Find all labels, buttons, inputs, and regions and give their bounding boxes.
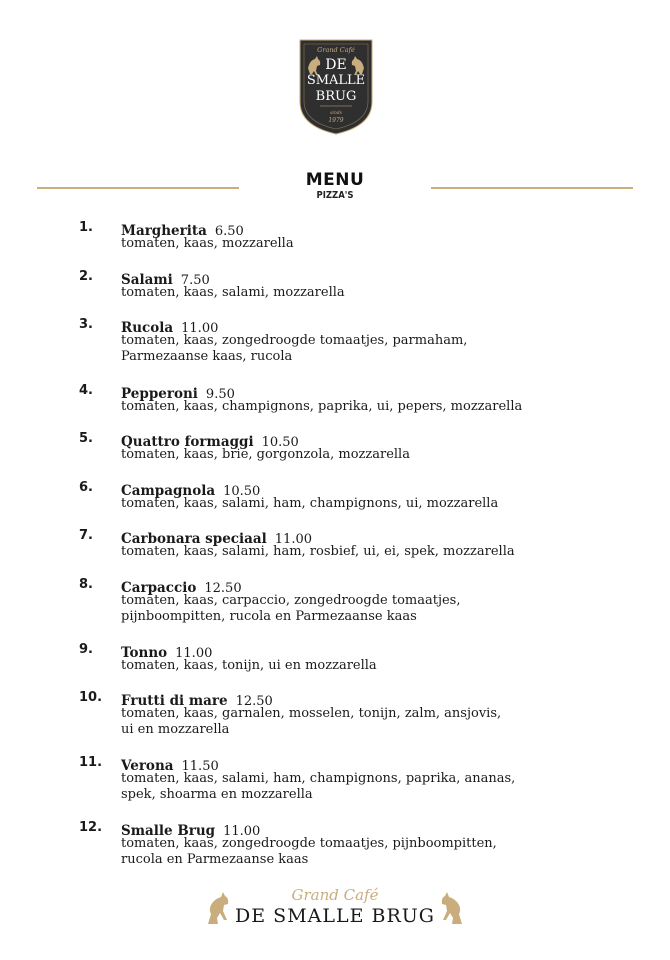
item-price: 11.00 xyxy=(223,824,261,839)
menu-subtitle: PIZZA'S xyxy=(316,190,354,201)
desc-line: tomaten, kaas, salami, ham, champignons, paprika, ananas, xyxy=(121,771,516,786)
item-price: 11.00 xyxy=(274,532,312,547)
item-name: Frutti di mare xyxy=(121,693,228,709)
item-description xyxy=(121,496,541,512)
item-description xyxy=(121,236,541,252)
item-name: Carbonara speciaal xyxy=(121,531,267,547)
desc-line: pijnboompitten, rucola en Parmezaanse kaas xyxy=(121,609,417,624)
item-price: 11.00 xyxy=(181,321,219,336)
desc-line: tomaten, kaas, tonijn, ui en mozzarella xyxy=(121,658,377,673)
item-name: Carpaccio xyxy=(121,580,197,596)
item-name: Quattro formaggi xyxy=(121,434,254,450)
logo-badge xyxy=(296,36,376,136)
logo-line2: SMALLE xyxy=(306,73,366,88)
desc-line: tomaten, kaas, champignons, paprika, ui, pepers, mozzarella xyxy=(121,399,523,414)
desc-line: spek, shoarma en mozzarella xyxy=(121,787,313,802)
horse-icon xyxy=(436,888,466,926)
item-price: 11.00 xyxy=(175,646,213,661)
menu-header xyxy=(0,170,670,210)
desc-line: tomaten, kaas, mozzarella xyxy=(121,236,294,251)
item-number: 10. xyxy=(79,690,103,705)
desc-line: tomaten, kaas, brie, gorgonzola, mozzarella xyxy=(121,447,410,462)
item-number: 4. xyxy=(79,383,93,398)
item-description xyxy=(121,771,541,803)
item-price: 6.50 xyxy=(214,224,244,239)
logo-script: Grand Café xyxy=(317,46,355,54)
item-number: 9. xyxy=(79,642,93,657)
item-number: 3. xyxy=(79,317,93,332)
item-number: 5. xyxy=(79,431,93,446)
item-description xyxy=(121,447,541,463)
item-number: 11. xyxy=(79,755,103,770)
item-number: 7. xyxy=(79,528,93,543)
item-name: Campagnola xyxy=(121,483,216,499)
item-name: Rucola xyxy=(121,320,174,336)
footer-script: Grand Café xyxy=(291,886,379,904)
desc-line: ui en mozzarella xyxy=(121,722,230,737)
item-description xyxy=(121,706,541,738)
item-price: 12.50 xyxy=(235,694,273,709)
item-description xyxy=(121,836,541,868)
desc-line: rucola en Parmezaanse kaas xyxy=(121,852,309,867)
item-price: 12.50 xyxy=(204,581,242,596)
item-description xyxy=(121,333,541,365)
footer-name: DE SMALLE BRUG xyxy=(235,905,435,927)
item-number: 2. xyxy=(79,269,93,284)
menu-title: MENU xyxy=(305,170,365,190)
desc-line: tomaten, kaas, salami, ham, champignons, ui, mozzarella xyxy=(121,496,499,511)
logo-line3: BRUG xyxy=(315,89,357,104)
item-price: 7.50 xyxy=(180,273,210,288)
item-price: 9.50 xyxy=(205,387,235,402)
header-rule-right xyxy=(431,187,633,189)
item-number: 6. xyxy=(79,480,93,495)
logo-since: sinds xyxy=(330,111,342,116)
item-name: Salami xyxy=(121,272,173,288)
item-description xyxy=(121,399,541,415)
item-number: 12. xyxy=(79,820,103,835)
item-price: 10.50 xyxy=(261,435,299,450)
item-name: Margherita xyxy=(121,223,207,239)
item-name: Pepperoni xyxy=(121,386,198,402)
desc-line: tomaten, kaas, salami, ham, rosbief, ui, ei, spek, mozzarella xyxy=(121,544,515,559)
item-name: Smalle Brug xyxy=(121,823,216,839)
item-number: 1. xyxy=(79,220,93,235)
item-description xyxy=(121,285,541,301)
desc-line: Parmezaanse kaas, rucola xyxy=(121,349,293,364)
item-price: 11.50 xyxy=(181,759,219,774)
item-name: Tonno xyxy=(121,645,168,661)
desc-line: tomaten, kaas, zongedroogde tomaatjes, pijnboompitten, xyxy=(121,836,497,851)
item-description xyxy=(121,544,541,560)
desc-line: tomaten, kaas, salami, mozzarella xyxy=(121,285,345,300)
desc-line: tomaten, kaas, garnalen, mosselen, tonijn, zalm, ansjovis, xyxy=(121,706,502,721)
logo-year: 1979 xyxy=(328,117,344,124)
footer-logo xyxy=(200,884,470,934)
logo-line1: DE xyxy=(325,57,347,73)
item-name: Verona xyxy=(121,758,174,774)
item-price: 10.50 xyxy=(223,484,261,499)
item-description xyxy=(121,658,541,674)
desc-line: tomaten, kaas, zongedroogde tomaatjes, parmaham, xyxy=(121,333,468,348)
item-description xyxy=(121,593,541,625)
desc-line: tomaten, kaas, carpaccio, zongedroogde tomaatjes, xyxy=(121,593,461,608)
item-number: 8. xyxy=(79,577,93,592)
